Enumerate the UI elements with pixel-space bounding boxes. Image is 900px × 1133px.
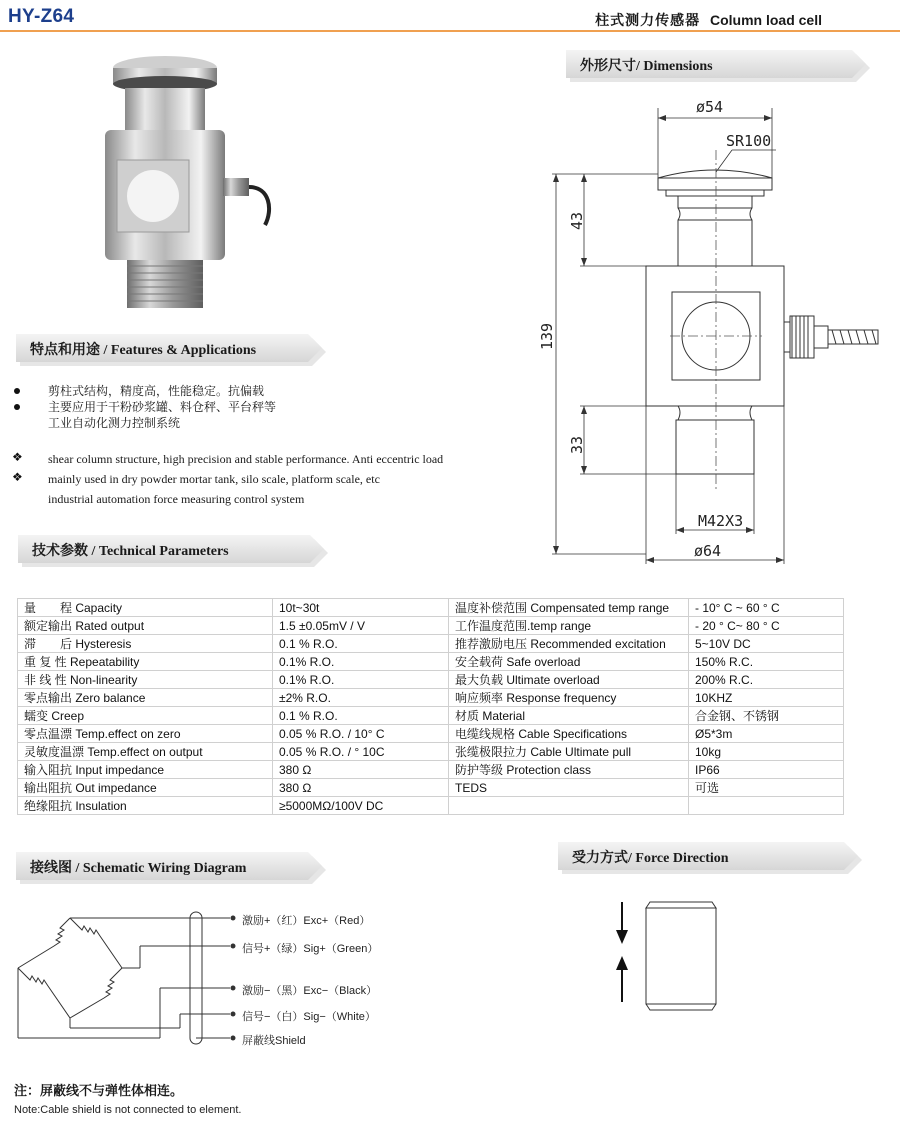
product-title-en: Column load cell <box>709 12 822 28</box>
dim-head-height: 43 <box>568 211 586 230</box>
spec-param-name: 量 程 Capacity <box>18 599 273 617</box>
spec-param-value: ≥5000MΩ/100V DC <box>273 797 449 815</box>
spec-param-name: 绝缘阻抗 Insulation <box>18 797 273 815</box>
spec-param-value: 10kg <box>689 743 844 761</box>
spec-param-name: 防护等级 Protection class <box>449 761 689 779</box>
model-number: HY-Z64 <box>8 6 75 27</box>
spec-param-value: 可选 <box>689 779 844 797</box>
features-heading: 特点和用途 / Features & Applications <box>30 343 257 358</box>
feature-cn-3: 工业自动化测力控制系统 <box>48 416 181 430</box>
spec-param-name: 安全载荷 Safe overload <box>449 653 689 671</box>
spec-param-name: 材质 Material <box>449 707 689 725</box>
technical-heading: 技术参数 / Technical Parameters <box>32 544 229 559</box>
table-row <box>18 653 844 671</box>
spec-param-name: 工作温度范围.temp range <box>449 617 689 635</box>
spec-param-value: 380 Ω <box>273 779 449 797</box>
spec-param-value: 0.1 % R.O. <box>273 635 449 653</box>
table-row <box>18 761 844 779</box>
dim-thread-height: 33 <box>568 435 586 454</box>
product-photo <box>95 50 275 320</box>
spec-param-value: 10t~30t <box>273 599 449 617</box>
table-row <box>18 743 844 761</box>
spec-param-value: IP66 <box>689 761 844 779</box>
feature-cn-2: 主要应用于干粉砂浆罐、料仓秤、平台秤等 <box>48 400 277 414</box>
dimensions-heading: 外形尺寸/ Dimensions <box>580 59 713 74</box>
header-divider <box>0 30 900 32</box>
spec-param-name: 输出阻抗 Out impedance <box>18 779 273 797</box>
force-banner <box>558 842 858 870</box>
spec-param-value: 0.1% R.O. <box>273 653 449 671</box>
spec-param-name: 灵敏度温漂 Temp.effect on output <box>18 743 273 761</box>
dim-thread: M42X3 <box>698 512 744 530</box>
wire-label-sig-minus: 信号−（白）Sig−（White） <box>242 1011 376 1023</box>
spec-param-name: 张缆极限拉力 Cable Ultimate pull <box>449 743 689 761</box>
spec-param-name: 零点温漂 Temp.effect on zero <box>18 725 273 743</box>
spec-param-value: 150% R.C. <box>689 653 844 671</box>
table-row <box>18 779 844 797</box>
wire-label-shield: 屏蔽线Shield <box>242 1035 306 1047</box>
force-direction-drawing <box>610 898 740 1018</box>
table-row <box>18 635 844 653</box>
note-en: Note:Cable shield is not connected to element. <box>14 1104 242 1116</box>
force-heading: 受力方式/ Force Direction <box>572 851 729 866</box>
spec-param-value: 0.05 % R.O. / ° 10C <box>273 743 449 761</box>
spec-param-name: 温度补偿范围 Compensated temp range <box>449 599 689 617</box>
spec-param-value: 380 Ω <box>273 761 449 779</box>
bullet-dot <box>14 404 20 410</box>
table-row <box>18 797 844 815</box>
feature-en-1: shear column structure, high precision and stable performance. Anti eccentric load <box>48 452 444 466</box>
spec-param-value: 1.5 ±0.05mV / V <box>273 617 449 635</box>
spec-param-name: TEDS <box>449 779 689 797</box>
spec-param-value: 200% R.C. <box>689 671 844 689</box>
spec-param-name: 零点输出 Zero balance <box>18 689 273 707</box>
product-title <box>595 10 822 30</box>
spec-table <box>17 598 844 815</box>
spec-param-value: Ø5*3m <box>689 725 844 743</box>
wire-label-sig-plus: 信号+（绿）Sig+（Green） <box>242 943 379 955</box>
feature-en-3: industrial automation force measuring control system <box>48 492 305 506</box>
spec-param-value: - 10° C ~ 60 ° C <box>689 599 844 617</box>
wire-label-exc-plus: 激励+（红）Exc+（Red） <box>242 915 371 927</box>
wiring-banner <box>16 852 322 880</box>
table-row <box>18 599 844 617</box>
spec-param-value: - 20 ° C~ 80 ° C <box>689 617 844 635</box>
spec-param-name: 推荐激励电压 Recommended excitation <box>449 635 689 653</box>
spec-param-name: 重 复 性 Repeatability <box>18 653 273 671</box>
spec-param-name: 最大负载 Ultimate overload <box>449 671 689 689</box>
bullet-dot <box>14 388 20 394</box>
product-title-cn: 柱式测力传感器 <box>595 14 701 29</box>
wiring-diagram <box>10 908 250 1058</box>
note-cn: 注：屏蔽线不与弹性体相连。 <box>14 1083 184 1098</box>
dimensions-banner <box>566 50 866 78</box>
dim-top-diameter: ø54 <box>696 98 724 116</box>
spec-param-name: 响应频率 Response frequency <box>449 689 689 707</box>
spec-param-name: 额定输出 Rated output <box>18 617 273 635</box>
technical-banner <box>18 535 324 563</box>
feature-cn-1: 剪柱式结构，精度高，性能稳定。抗偏载 <box>48 384 265 398</box>
spec-param-value: 合金钢、不锈钢 <box>689 707 844 725</box>
spec-param-name <box>449 797 689 815</box>
arrow-up-icon <box>616 956 628 970</box>
wire-label-exc-minus: 激励−（黑）Exc−（Black） <box>242 985 378 997</box>
spec-param-value: 10KHZ <box>689 689 844 707</box>
spec-param-name: 蠕变 Creep <box>18 707 273 725</box>
table-row <box>18 725 844 743</box>
spec-param-value: 0.1% R.O. <box>273 671 449 689</box>
arrow-down-icon <box>616 930 628 944</box>
diamond-bullet-icon: ❖ <box>12 470 23 484</box>
spec-param-name: 非 线 性 Non-linearity <box>18 671 273 689</box>
table-row <box>18 689 844 707</box>
spec-param-value: 0.1 % R.O. <box>273 707 449 725</box>
spec-param-name: 滞 后 Hysteresis <box>18 635 273 653</box>
spec-param-value: ±2% R.O. <box>273 689 449 707</box>
table-row <box>18 671 844 689</box>
dimension-drawing <box>530 90 900 570</box>
spec-param-value: 5~10V DC <box>689 635 844 653</box>
spec-param-name: 输入阻抗 Input impedance <box>18 761 273 779</box>
dim-sphere-radius: SR100 <box>726 132 772 150</box>
features-banner <box>16 334 322 362</box>
spec-param-value: 0.05 % R.O. / 10° C <box>273 725 449 743</box>
dim-total-height: 139 <box>538 322 556 350</box>
feature-en-2: mainly used in dry powder mortar tank, silo scale, platform scale, etc <box>48 472 380 486</box>
table-row <box>18 707 844 725</box>
spec-param-name: 电缆线规格 Cable Specifications <box>449 725 689 743</box>
table-row <box>18 617 844 635</box>
dim-body-diameter: ø64 <box>694 542 722 560</box>
wiring-heading: 接线图 / Schematic Wiring Diagram <box>30 861 247 876</box>
spec-param-value <box>689 797 844 815</box>
diamond-bullet-icon: ❖ <box>12 450 23 464</box>
